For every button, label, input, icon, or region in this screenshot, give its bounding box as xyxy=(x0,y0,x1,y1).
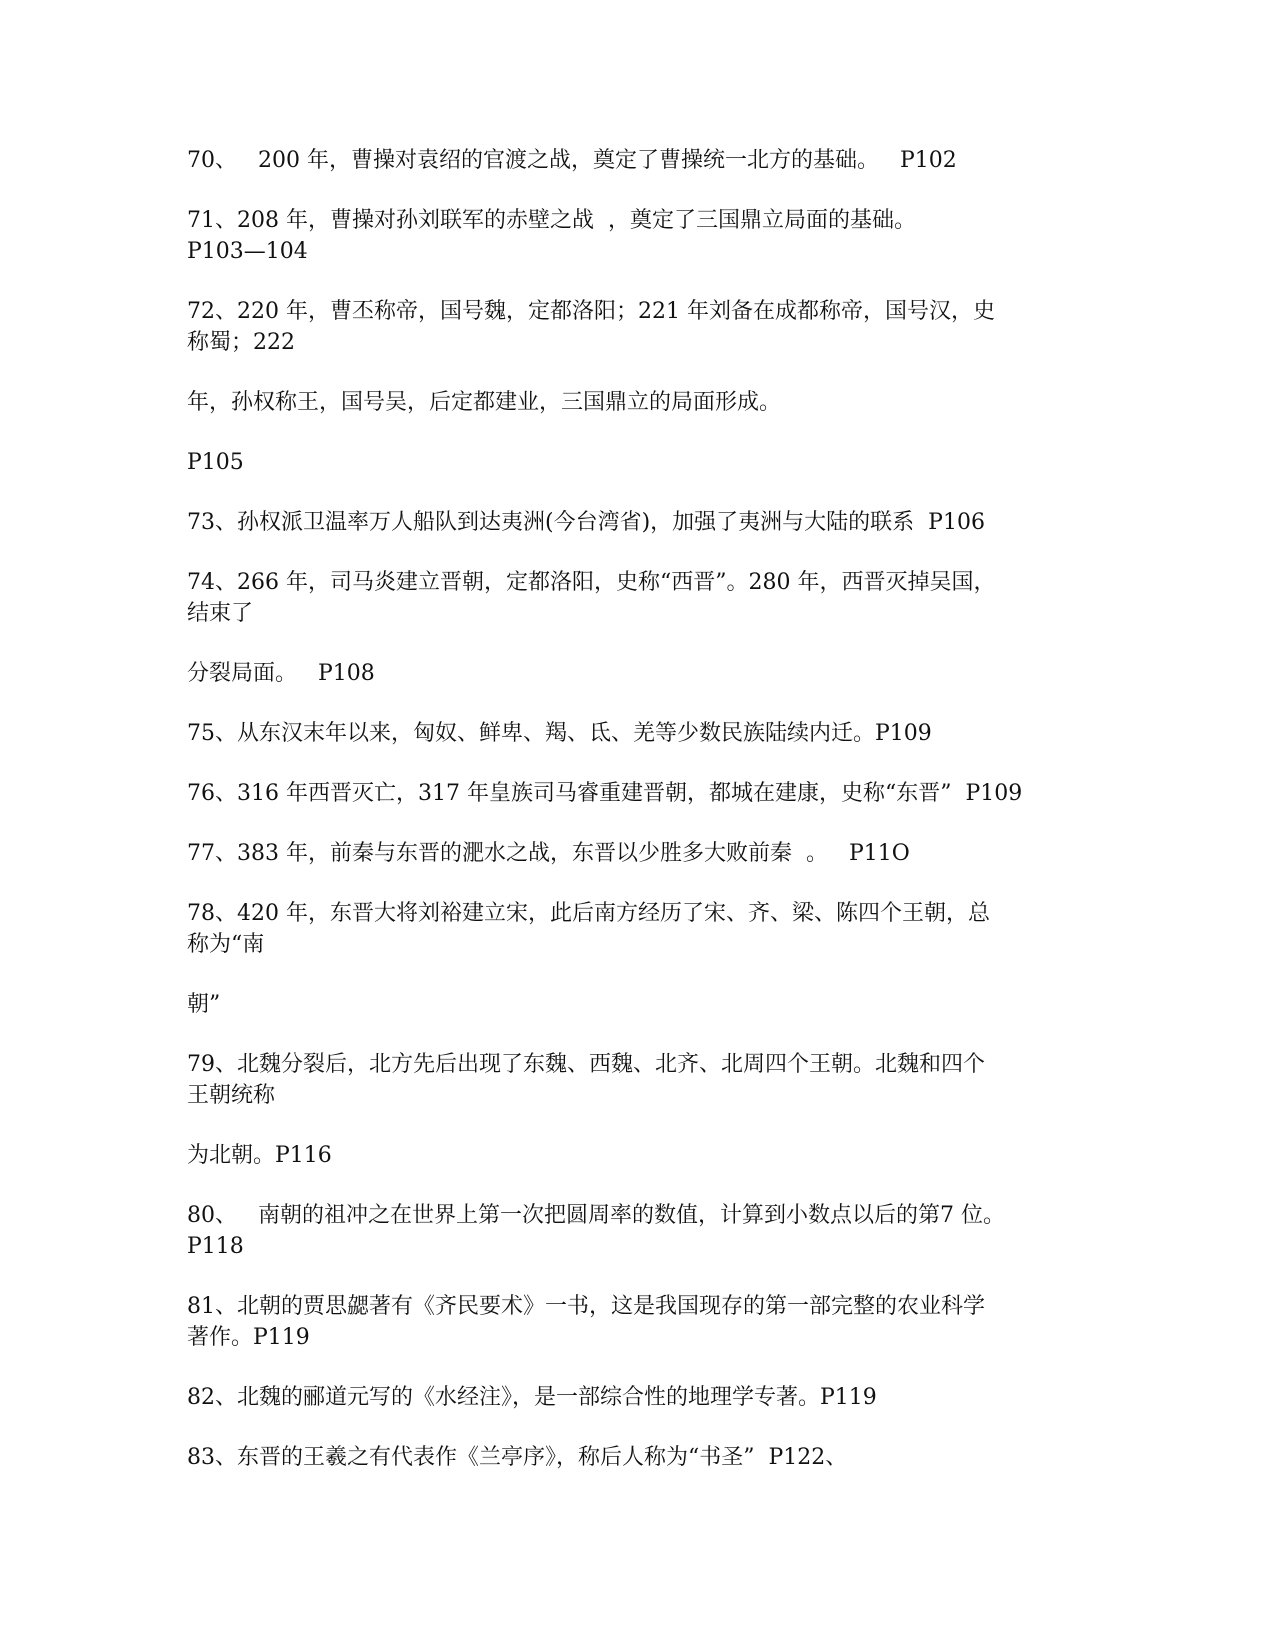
document-body xyxy=(187,145,1107,1502)
item-80-line-2: P118 xyxy=(187,1234,244,1259)
item-78-continuation: 朝” xyxy=(187,992,221,1017)
item-75: 75、从东汉末年以来，匈奴、鲜卑、羯、氐、羌等少数民族陆续内迁。P109 xyxy=(187,721,932,746)
item-71-line-2: P103—104 xyxy=(187,239,308,264)
item-83: 83、东晋的王羲之有代表作《兰亭序》，称后人称为“书圣” P122、 xyxy=(187,1445,848,1470)
item-74-continuation: 分裂局面。 P108 xyxy=(187,661,375,686)
item-80-line-1: 80、 南朝的祖冲之在世界上第一次把圆周率的数值，计算到小数点以后的第7 位。 xyxy=(187,1203,1005,1228)
item-82: 82、北魏的郦道元写的《水经注》，是一部综合性的地理学专著。P119 xyxy=(187,1385,877,1410)
item-79-line-2: 王朝统称 xyxy=(187,1083,276,1108)
item-72-line-2: 称蜀；222 xyxy=(187,330,295,355)
item-74-line-1: 74、266 年，司马炎建立晋朝，定都洛阳，史称“西晋”。280 年，西晋灭掉吴国， xyxy=(187,570,996,595)
item-79-line-1: 79、北魏分裂后，北方先后出现了东魏、西魏、北齐、北周四个王朝。北魏和四个 xyxy=(187,1052,985,1077)
item-70: 70、 200 年，曹操对袁绍的官渡之战，奠定了曹操统一北方的基础。 P102 xyxy=(187,148,957,173)
item-72-line-1: 72、220 年，曹丕称帝，国号魏，定都洛阳；221 年刘备在成都称帝，国号汉，史 xyxy=(187,299,995,324)
item-77: 77、383 年，前秦与东晋的淝水之战，东晋以少胜多大败前秦 。 P11O xyxy=(187,841,910,866)
item-71-line-1: 71、208 年，曹操对孙刘联军的赤壁之战 ，奠定了三国鼎立局面的基础。 xyxy=(187,208,916,233)
item-72-page-ref: P105 xyxy=(187,450,244,475)
item-78-line-2: 称为“南 xyxy=(187,932,265,957)
item-78-line-1: 78、420 年，东晋大将刘裕建立宋，此后南方经历了宋、齐、梁、陈四个王朝，总 xyxy=(187,901,990,926)
item-72-continuation: 年，孙权称王，国号吴，后定都建业，三国鼎立的局面形成。 xyxy=(187,390,782,415)
item-81-line-2: 著作。P119 xyxy=(187,1325,310,1350)
item-81-line-1: 81、北朝的贾思勰著有《齐民要术》一书，这是我国现存的第一部完整的农业科学 xyxy=(187,1294,985,1319)
item-76: 76、316 年西晋灭亡，317 年皇族司马睿重建晋朝，都城在建康，史称“东晋” P109 xyxy=(187,781,1023,806)
item-79-continuation: 为北朝。P116 xyxy=(187,1143,332,1168)
item-73: 73、孙权派卫温率万人船队到达夷洲(今台湾省)，加强了夷洲与大陆的联系 P106 xyxy=(187,510,985,535)
item-74-line-2: 结束了 xyxy=(187,601,254,626)
